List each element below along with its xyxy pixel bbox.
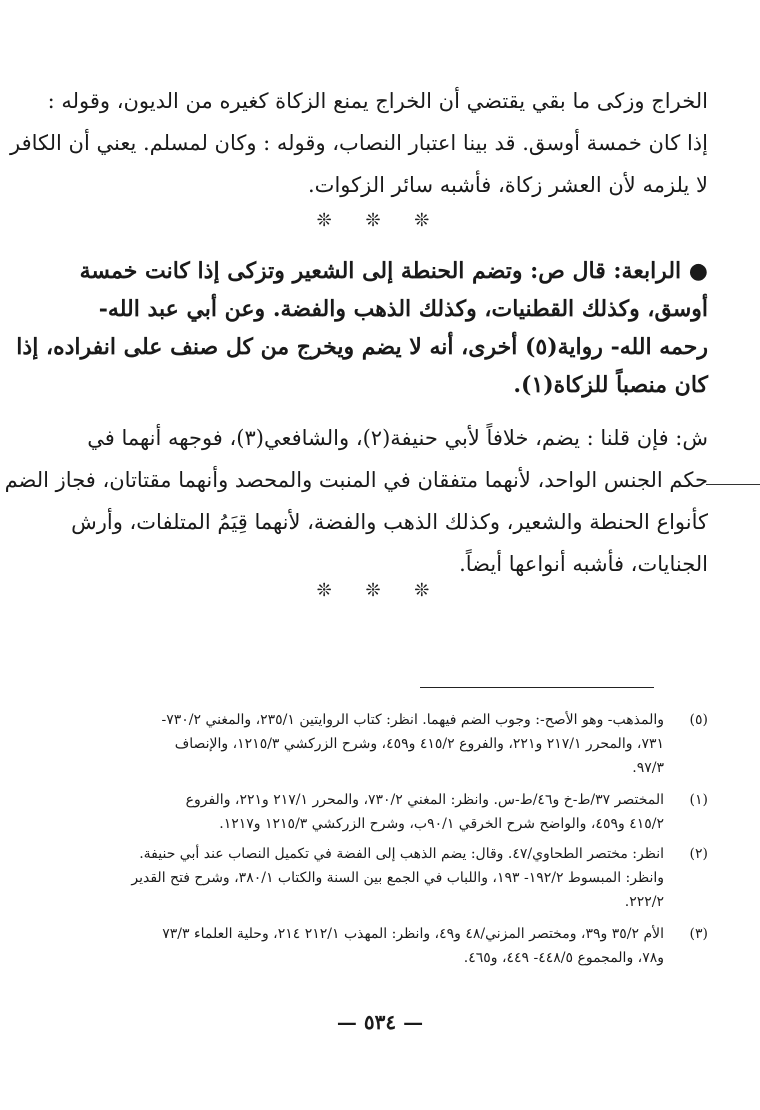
footnote-line: الأم ٣٥/٢ و٣٩، ومختصر المزني/٤٨ و٤٩، وانظر: المهذب ٢١٢/١ ٢١٤، وحلية العلماء ٧٣/٣ (162, 926, 664, 942)
paragraph-2-heading-text (16, 252, 708, 404)
text-line: الجنايات، فأشبه أنواعها أيضاً. (459, 552, 708, 576)
margin-line (706, 484, 760, 485)
text-line: كأنواع الحنطة والشعير، وكذلك الذهب والفضة، لأنهما قِيَمُ المتلفات، وأرش (71, 510, 708, 534)
text-line: إذا كان خمسة أوسق. قد بينا اعتبار النصاب، وقوله : وكان لمسلم. يعني أن الكافر (10, 131, 708, 155)
footnote-divider (420, 687, 654, 688)
footnote-line: وانظر: المبسوط ١٩٢/٢- ١٩٣، واللباب في الجمع بين السنة والكتاب ٣٨٠/١، وشرح فتح القدير (131, 870, 664, 886)
footnote-line: المختصر ٣٧/ط-خ و٤٦/ط-س. وانظر: المغني ٧٣٠/٢، والمحرر ٢١٧/١ و٢٢١، والفروع (185, 792, 664, 808)
paragraph-3-commentary (4, 417, 708, 585)
footnote-line: انظر: مختصر الطحاوي/٤٧. وقال: يضم الذهب إلى الفضة في تكميل النصاب عند أبي حنيفة. (139, 846, 664, 862)
footnote-line: ٩٧/٣. (632, 760, 664, 776)
footnote (100, 842, 708, 914)
footnote (100, 788, 708, 836)
footnote-line: و٧٨، والمجموع ٤٤٨/٥- ٤٤٩، و٤٦٥. (463, 950, 664, 966)
text-line: ● الرابعة: قال ص: وتضم الحنطة إلى الشعير وتزكى إذا كانت خمسة (79, 258, 708, 284)
footnote-line: والمذهب- وهو الأصح-: وجوب الضم فيهما. انظر: كتاب الروايتين ٢٣٥/١، والمغني ٧٣٠/٢- (161, 712, 664, 728)
footnote-line: ٧٣١، والمحرر ٢١٧/١ و٢٢١، والفروع ٤١٥/٢ و٤٥٩، وشرح الزركشي ١٢١٥/٣، والإنصاف (174, 736, 664, 752)
paragraph-1 (10, 80, 708, 206)
footnote-marker: (٣) (689, 926, 708, 942)
text-line: ش: فإن قلنا : يضم، خلافاً لأبي حنيفة(٢)، والشافعي(٣)، فوجهه أنهما في (87, 426, 708, 450)
footnote (100, 708, 708, 780)
text-line: رحمه الله- رواية(٥) أخرى، أنه لا يضم ويخرج من كل صنف على انفراده، إذا (16, 334, 708, 360)
section-separator: ❊ ❊ ❊ (316, 580, 444, 601)
footnote-line: ٤١٥/٢ و٤٥٩، والواضح شرح الخرقي ٩٠/١ب، وشرح الزركشي ١٢١٥/٣ و١٢١٧. (219, 816, 664, 832)
footnote-marker: (١) (689, 792, 708, 808)
footnote (100, 922, 708, 970)
footnote-marker: (٥) (689, 712, 708, 728)
page-number: — ٥٣٤ — (336, 1010, 424, 1034)
text-line: لا يلزمه لأن العشر زكاة، فأشبه سائر الزكوات. (308, 173, 708, 197)
text-line: الخراج وزكى ما بقي يقتضي أن الخراج يمنع الزكاة كغيره من الديون، وقوله : (47, 89, 708, 113)
footnote-marker: (٢) (689, 846, 708, 862)
text-line: كان منصباً للزكاة(١). (513, 372, 708, 398)
text-line: أوسق، وكذلك القطنيات، وكذلك الذهب والفضة. وعن أبي عبد الله- (98, 296, 708, 322)
section-separator: ❊ ❊ ❊ (316, 210, 444, 231)
footnote-line: ٢٢٢/٢. (624, 894, 664, 910)
text-line: حكم الجنس الواحد، لأنهما متفقان في المنبت والمحصد وأنهما مقتاتان، فجاز الضم (4, 468, 708, 492)
